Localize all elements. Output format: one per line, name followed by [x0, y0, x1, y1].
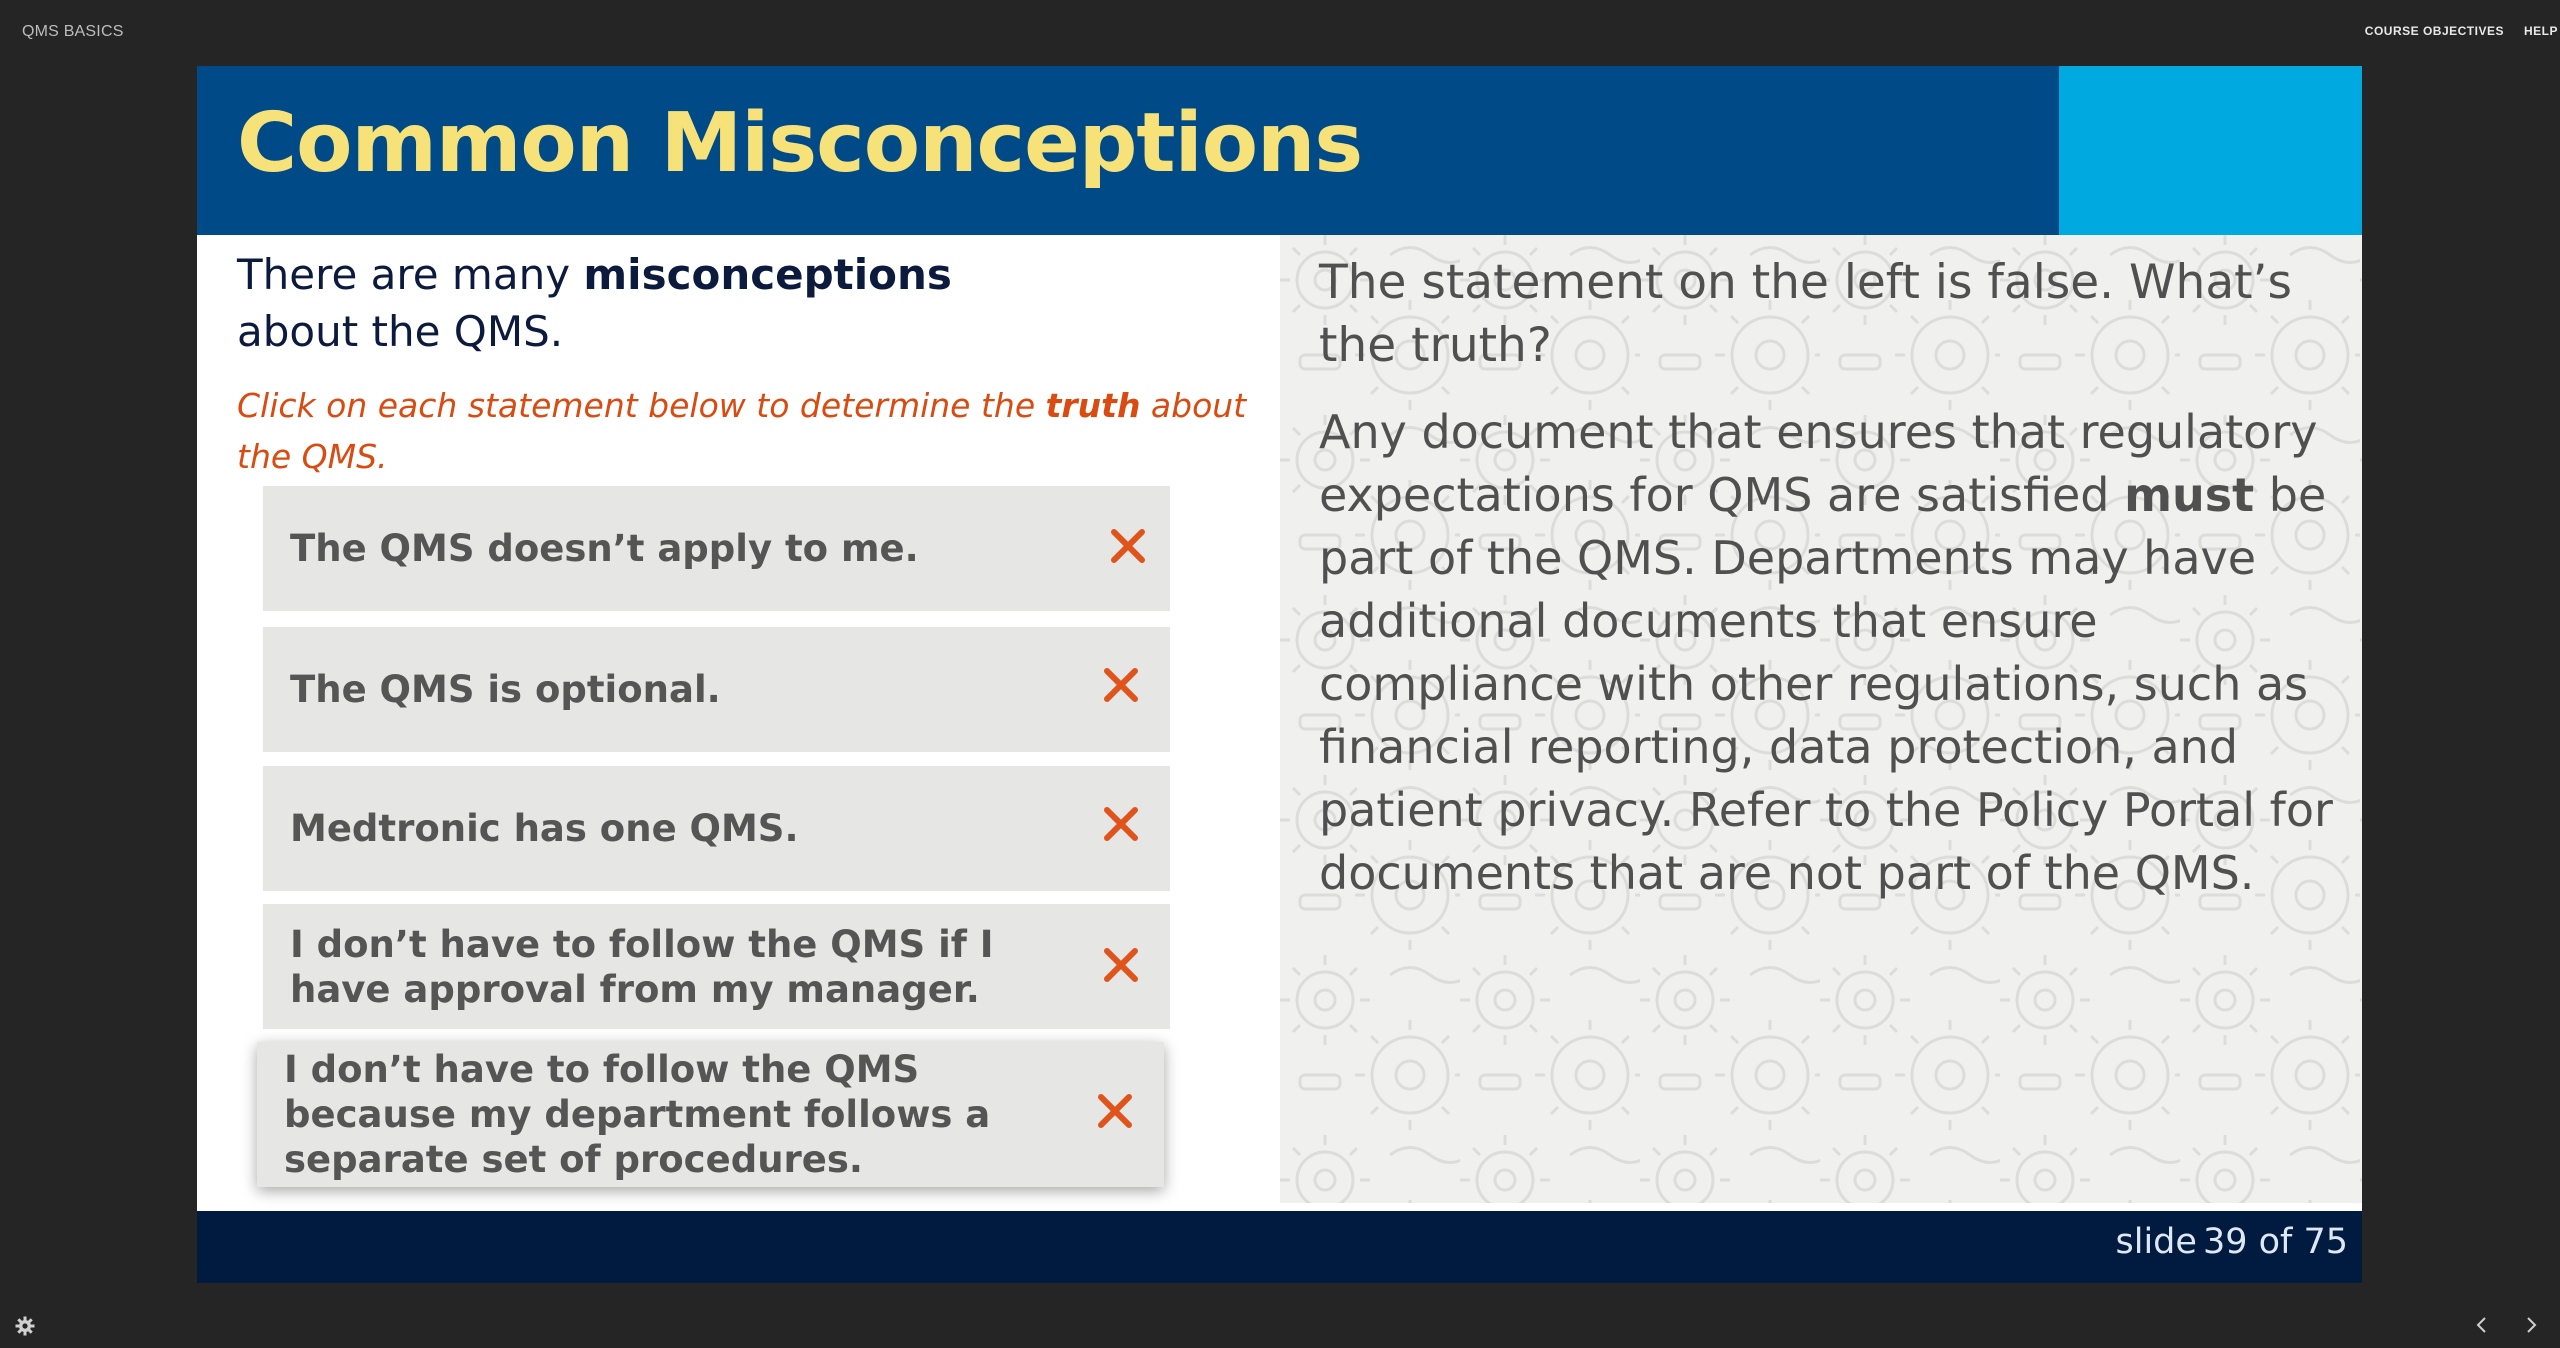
instruction-text-part: about the QMS. — [237, 386, 1247, 476]
x-icon — [1108, 526, 1148, 566]
x-icon — [1101, 945, 1141, 985]
statement-text: The QMS is optional. — [290, 668, 721, 711]
chevron-right-icon[interactable] — [2519, 1313, 2543, 1337]
intro-text-part: about the QMS. — [237, 307, 564, 356]
top-links — [2365, 24, 2560, 38]
answer-body-part: Any document that ensures that regulatory expectations for QMS are satisfied — [1319, 405, 2318, 522]
answer-panel — [1280, 235, 2362, 1203]
statement-text: Medtronic has one QMS. — [290, 807, 799, 850]
intro-text-part: There are many — [237, 250, 584, 299]
help-link[interactable]: HELP — [2523, 24, 2558, 38]
x-icon — [1101, 804, 1141, 844]
instruction-bold-word: truth — [1045, 386, 1141, 425]
slide-number — [2116, 1222, 2349, 1262]
x-icon — [1095, 1091, 1135, 1131]
slide-footer — [197, 1211, 2362, 1283]
course-title: QMS BASICS — [22, 23, 124, 40]
statement-text: I don’t have to follow the QMS because my department follows a separate set of procedures. — [284, 1048, 991, 1181]
slide-header — [197, 66, 2059, 235]
statement-button[interactable] — [263, 486, 1170, 611]
player-bottom-bar — [0, 1283, 2560, 1348]
header-accent-block — [2059, 66, 2362, 235]
player-top-bar — [0, 0, 2560, 66]
answer-bold-word: must — [2124, 468, 2255, 522]
gear-icon[interactable] — [14, 1315, 36, 1337]
chevron-left-icon[interactable] — [2470, 1313, 2494, 1337]
statement-button[interactable] — [263, 766, 1170, 891]
answer-body — [1319, 401, 2349, 905]
slide-number-label: slide — [2115, 1222, 2197, 1262]
statement-button[interactable] — [263, 904, 1170, 1029]
course-objectives-link[interactable]: COURSE OBJECTIVES — [2364, 24, 2504, 38]
statement-button-selected[interactable] — [257, 1042, 1164, 1187]
instruction-text — [237, 380, 1247, 482]
answer-question: The statement on the left is false. What’s the truth? — [1319, 255, 2292, 373]
slide-number-position: 39 of 75 — [2202, 1222, 2348, 1262]
slide — [197, 66, 2362, 1283]
intro-text — [237, 246, 997, 360]
statement-text: The QMS doesn’t apply to me. — [290, 527, 919, 570]
x-icon — [1101, 665, 1141, 705]
statement-button[interactable] — [263, 627, 1170, 752]
slide-title: Common Misconceptions — [237, 96, 1363, 191]
answer-body-part: be part of the QMS. Departments may have additional documents that ensure compliance with other regulations, such as financial reporting, data protection, and patient privacy. Refer to the Policy Portal for documents that are not part of the QMS. — [1319, 468, 2333, 900]
intro-bold-word: misconceptions — [583, 250, 952, 299]
instruction-text-part: Click on each statement below to determine the — [237, 386, 1046, 425]
statement-text: I don’t have to follow the QMS if I have approval from my manager. — [290, 922, 994, 1011]
